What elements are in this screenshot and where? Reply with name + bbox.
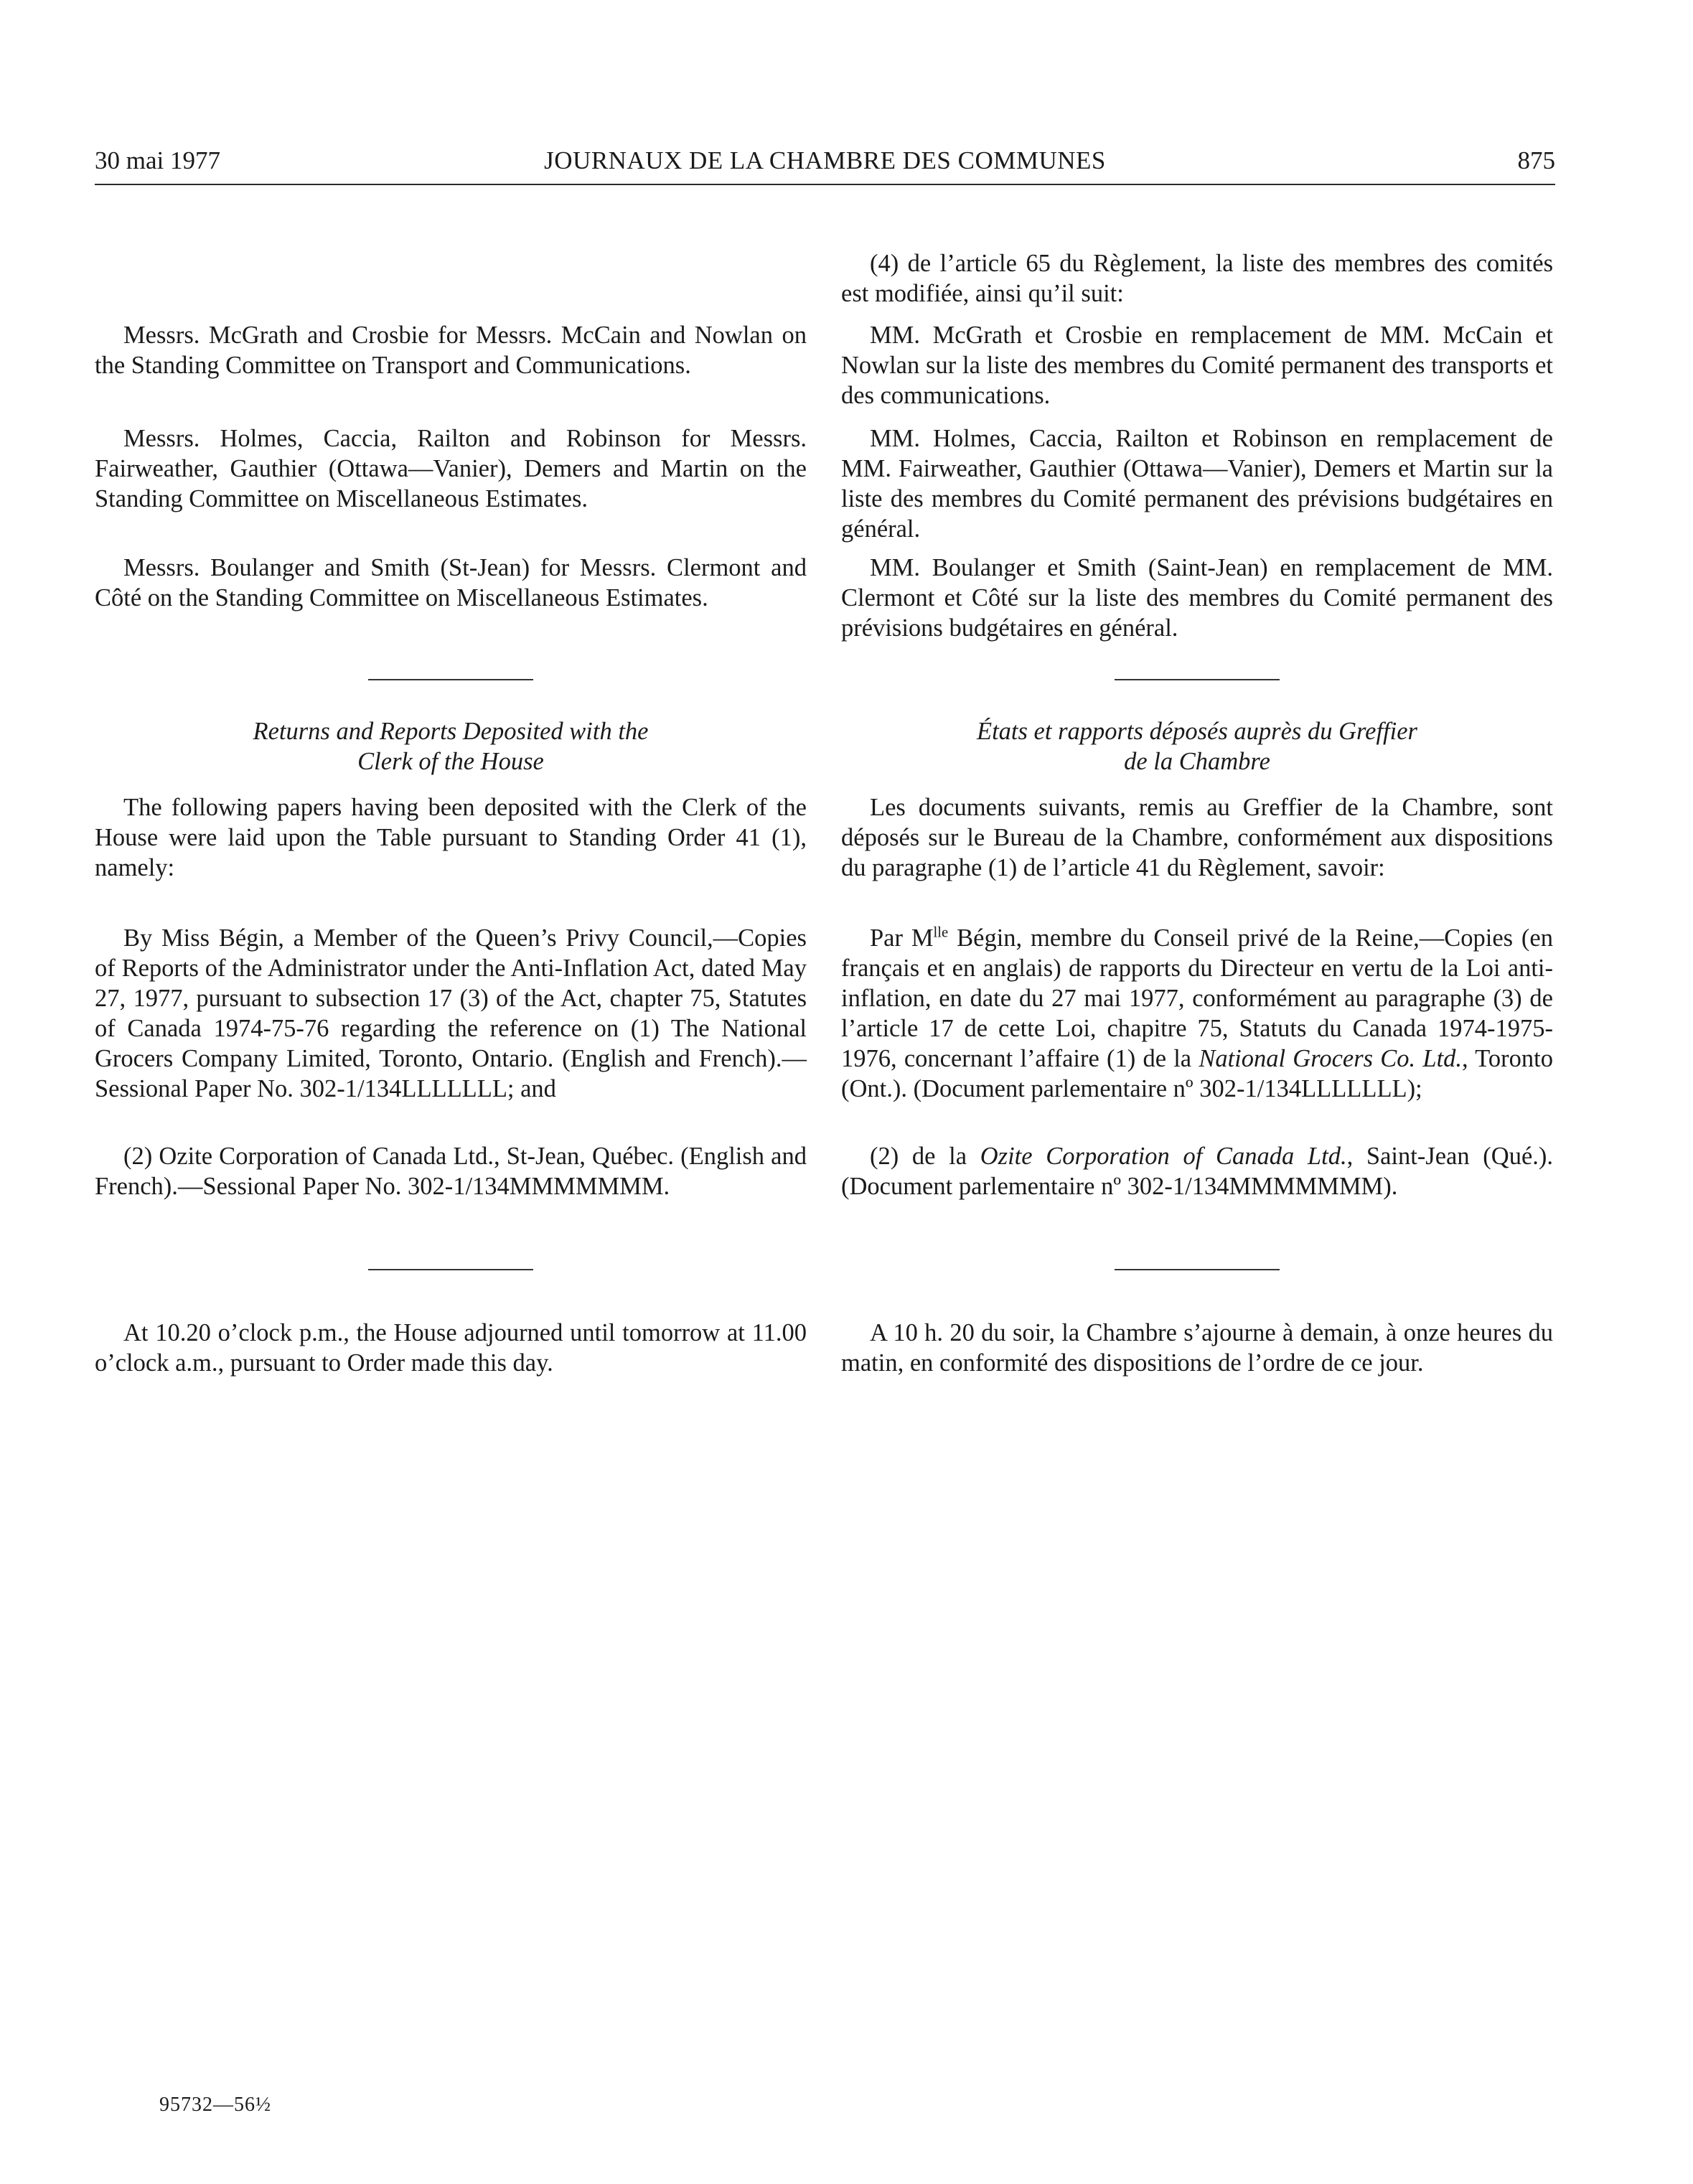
french-paragraph-4: Les documents suivants, remis au Greffier de la Chambre, sont déposés sur le Bureau de la Chambre, conformément aux dispositions du paragraphe (1) de l’article 41 du Règlement, savoir: xyxy=(841,794,1553,881)
french-heading-line-1: États et rapports déposés auprès du Greffier xyxy=(977,718,1417,745)
french-paragraph-1: MM. McGrath et Crosbie en remplacement de MM. McCain et Nowlan sur la liste des membres du Comité permanent des transports et des communications. xyxy=(841,322,1553,409)
french-p5-company: National Grocers Co. Ltd. xyxy=(1199,1045,1463,1072)
english-paragraph-4: The following papers having been deposited with the Clerk of the House were laid upon the Table pursuant to Standing Order 41 (1), namely: xyxy=(95,794,807,881)
french-section-heading xyxy=(841,716,1553,777)
french-heading-line-2: de la Chambre xyxy=(1124,748,1270,775)
french-divider-1 xyxy=(1115,679,1280,680)
french-p6-part-b: , Saint-Jean (Qué.). (Document parlementaire nº 302-1/134MMMMMMM). xyxy=(841,1143,1553,1200)
french-p6-company: Ozite Corporation of Canada Ltd. xyxy=(980,1143,1347,1170)
french-paragraph-3: MM. Boulanger et Smith (Saint-Jean) en remplacement de MM. Clermont et Côté sur la liste des membres du Comité permanent des prévisions budgétaires en général. xyxy=(841,554,1553,642)
french-paragraph-0: (4) de l’article 65 du Règlement, la liste des membres des comités est modifiée, ainsi qu’il suit: xyxy=(841,250,1553,307)
french-p5-part-c: , Toronto (Ont.). (Document parlementaire nº 302-1/134LLLLLLL); xyxy=(841,1045,1553,1102)
footer-print-code: 95732—56½ xyxy=(159,2094,271,2116)
english-heading-line-2: Clerk of the House xyxy=(357,748,544,775)
english-paragraph-6: (2) Ozite Corporation of Canada Ltd., St-Jean, Québec. (English and French).—Sessional Paper No. 302-1/134MMMMMMM. xyxy=(95,1143,807,1200)
french-paragraph-7: A 10 h. 20 du soir, la Chambre s’ajourne à demain, à onze heures du matin, en conformité des dispositions de l’ordre de ce jour. xyxy=(841,1319,1553,1377)
french-p5-part-a: Par M xyxy=(870,924,934,952)
header-date: 30 mai 1977 xyxy=(95,146,220,174)
english-heading-line-1: Returns and Reports Deposited with the xyxy=(253,718,649,745)
french-p6-part-a: (2) de la xyxy=(870,1143,980,1170)
english-paragraph-2: Messrs. Holmes, Caccia, Railton and Robinson for Messrs. Fairweather, Gauthier (Ottawa—Vanier), Demers and Martin on the Standing Committee on Miscellaneous Estimates. xyxy=(95,425,807,512)
french-p5-superscript: lle xyxy=(933,924,949,941)
english-paragraph-1: Messrs. McGrath and Crosbie for Messrs. McCain and Nowlan on the Standing Committee on Transport and Communications. xyxy=(95,322,807,379)
english-paragraph-7: At 10.20 o’clock p.m., the House adjourned until tomorrow at 11.00 o’clock a.m., pursuant to Order made this day. xyxy=(95,1319,807,1377)
english-divider-1 xyxy=(368,679,533,680)
french-paragraph-5 xyxy=(841,923,1553,1104)
english-paragraph-3: Messrs. Boulanger and Smith (St-Jean) for Messrs. Clermont and Côté on the Standing Committee on Miscellaneous Estimates. xyxy=(95,554,807,611)
header-title: JOURNAUX DE LA CHAMBRE DES COMMUNES xyxy=(544,146,1106,174)
english-divider-2 xyxy=(368,1269,533,1270)
page-header xyxy=(95,142,1555,185)
french-paragraph-6 xyxy=(841,1141,1553,1201)
french-paragraph-2: MM. Holmes, Caccia, Railton et Robinson en remplacement de MM. Fairweather, Gauthier (Ottawa—Vanier), Demers et Martin sur la liste des membres du Comité permanent des prévisions budgétaires en général. xyxy=(841,425,1553,543)
english-section-heading xyxy=(95,716,807,777)
page-number: 875 xyxy=(1517,146,1555,174)
french-p5-part-b: Bégin, membre du Conseil privé de la Reine,—Copies (en français et en anglais) de rapports du Directeur en vertu de la Loi anti-inflation, en date du 27 mai 1977, conformément au paragraphe (3) de l’article 17 de cette Loi, chapitre 75, Statuts du Canada 1974-1975-1976, concernant l’affaire (1) de la xyxy=(841,924,1553,1072)
english-paragraph-5: By Miss Bégin, a Member of the Queen’s Privy Council,—Copies of Reports of the Administrator under the Anti-Inflation Act, dated May 27, 1977, pursuant to subsection 17 (3) of the Act, chapter 75, Statutes of Canada 1974-75-76 regarding the reference on (1) The National Grocers Company Limited, Toronto, Ontario. (English and French).—Sessional Paper No. 302-1/134LLLLLLL; and xyxy=(95,924,807,1102)
french-divider-2 xyxy=(1115,1269,1280,1270)
